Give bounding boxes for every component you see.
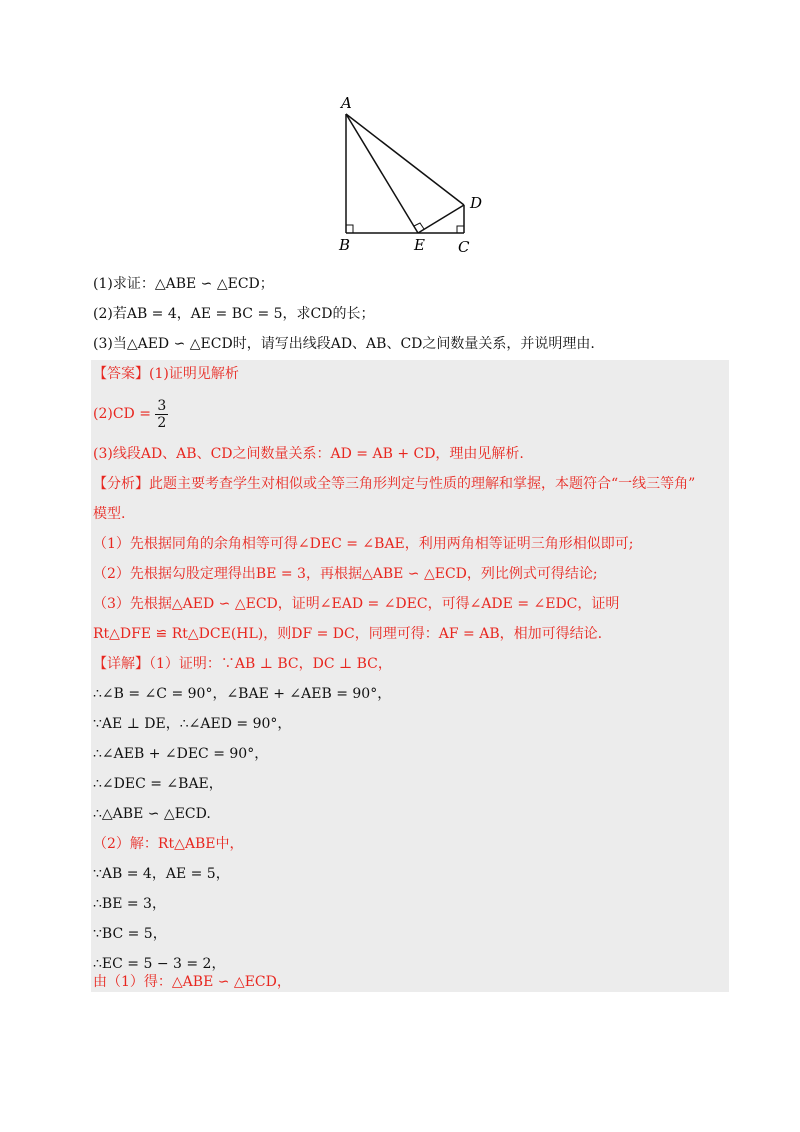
detail-5: ∴∠DEC = ∠BAE， <box>93 776 223 792</box>
analysis-point-2: （2）先根据勾股定理得出BE = 3，再根据△ABE ∽ △ECD，列比例式可得结论; <box>93 566 598 582</box>
segment-AE <box>346 114 418 233</box>
label-D: D <box>470 194 483 212</box>
triangle-diagram <box>330 92 490 260</box>
analysis-head: 【分析】此题主要考查学生对相似或全等三角形判定与性质的理解和掌握，本题符合“一线三等角” <box>93 476 696 492</box>
fraction-numerator: 3 <box>157 397 167 414</box>
answer-2 <box>93 394 168 434</box>
answer-3: (3)线段AD、AB、CD之间数量关系：AD = AB + CD，理由见解析. <box>93 446 524 462</box>
detail-4: ∴∠AEB + ∠DEC = 90°， <box>93 746 269 762</box>
right-angle-B <box>346 225 353 233</box>
detail-8: ∵AB = 4，AE = 5， <box>93 866 230 882</box>
label-B: B <box>339 236 351 254</box>
detail-6: ∴△ABE ∽ △ECD. <box>93 806 211 822</box>
detail-7: （2）解：Rt△ABE中， <box>93 836 244 852</box>
geometry-figure <box>330 92 490 260</box>
analysis-point-1: （1）先根据同角的余角相等可得∠DEC = ∠BAE，利用两角相等证明三角形相似即可; <box>93 536 634 552</box>
answer-2-fraction <box>155 398 168 431</box>
analysis-point-3: （3）先根据△AED ∽ △ECD，证明∠EAD = ∠DEC，可得∠ADE = ∠EDC，证明 <box>93 596 620 612</box>
question-2: (2)若AB = 4，AE = BC = 5，求CD的长； <box>93 306 375 322</box>
answer-block <box>91 360 729 992</box>
label-C: C <box>458 238 470 256</box>
fraction-denominator: 2 <box>157 414 167 431</box>
detail-2: ∴∠B = ∠C = 90°，∠BAE + ∠AEB = 90°， <box>93 686 392 702</box>
right-angle-C <box>457 226 464 233</box>
detail-12: 由（1）得：△ABE ∽ △ECD， <box>93 974 291 990</box>
segment-AD <box>346 114 464 205</box>
detail-11: ∴EC = 5 − 3 = 2， <box>93 956 226 972</box>
detail-1: 【详解】（1）证明：∵AB ⊥ BC，DC ⊥ BC， <box>93 656 392 672</box>
detail-10: ∵BC = 5， <box>93 926 167 942</box>
analysis-head-2: 模型. <box>93 506 126 522</box>
analysis-point-4: Rt△DFE ≌ Rt△DCE(HL)，则DF = DC，同理可得：AF = AB，相加可得结论. <box>93 626 603 642</box>
label-A: A <box>341 94 352 112</box>
answer-1: 【答案】(1)证明见解析 <box>93 366 239 382</box>
answer-2-prefix: (2)CD = <box>93 406 151 422</box>
question-3: (3)当△AED ∽ △ECD时，请写出线段AD、AB、CD之间数量关系，并说明理由. <box>93 336 595 352</box>
detail-9: ∴BE = 3， <box>93 896 166 912</box>
question-1: (1)求证：△ABE ∽ △ECD； <box>93 276 274 292</box>
detail-3: ∵AE ⊥ DE，∴∠AED = 90°， <box>93 716 292 732</box>
label-E: E <box>414 236 425 254</box>
